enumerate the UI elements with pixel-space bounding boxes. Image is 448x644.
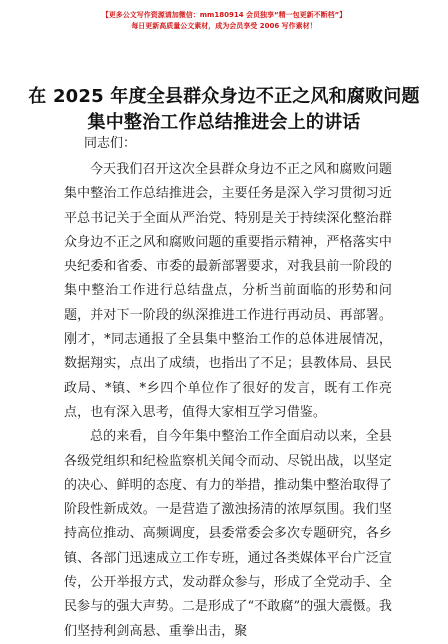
promo-banner (0, 10, 448, 32)
body-paragraph-2: 总的来看，自今年集中整治工作全面启动以来，全县各级党组织和纪检监察机关闻令而动、尽锐出战，以坚定的决心、鲜明的态度、有力的举措，推动集中整治取得了阶段性新成效。一是营造了激浊扬清的浓厚氛围。我们坚持高位推动、高频调度，县委常委会多次专题研究，各乡镇、各部门迅速成立工作专班，通过各类媒体平台广泛宣传，公开举报方式，发动群众参与，形成了全党动手、全民参与的强大声势。二是形成了“不敢腐”的强大震慑。我们坚持利剑高悬、重拳出击，聚 (64, 429, 392, 639)
salutation: 同志们： (84, 136, 137, 151)
document-title (0, 84, 448, 136)
document-body (64, 158, 392, 644)
title-line-2: 集中整治工作总结推进会上的讲话 (87, 112, 361, 133)
promo-banner-line-2: 每日更新高质量公文素材，成为会员享受 2006 写作素材！ (131, 22, 317, 30)
title-line-1: 在 2025 年度全县群众身边不正之风和腐败问题 (28, 86, 420, 107)
promo-banner-line-1: 【更多公文写作资源请加微信：mm180914 会员独享“精一包更新不断档”】 (101, 11, 347, 19)
body-paragraph-1: 今天我们召开这次全县群众身边不正之风和腐败问题集中整治工作总结推进会，主要任务是深入学习贯彻习近平总书记关于全面从严治党、特别是关于持续深化整治群众身边不正之风和腐败问题的重要指示精神，严格落实中央纪委和省委、市委的最新部署要求，对我县前一阶段的集中整治工作进行总结盘点，分析当前面临的形势和问题，并对下一阶段的纵深推进工作进行再动员、再部署。刚才，*同志通报了全县集中整治工作的总体进展情况，数据翔实，点出了成绩，也指出了不足；县教体局、县民政局、*镇、*乡四个单位作了很好的发言，既有工作亮点，也有深入思考，值得大家相互学习借鉴。 (64, 162, 392, 420)
